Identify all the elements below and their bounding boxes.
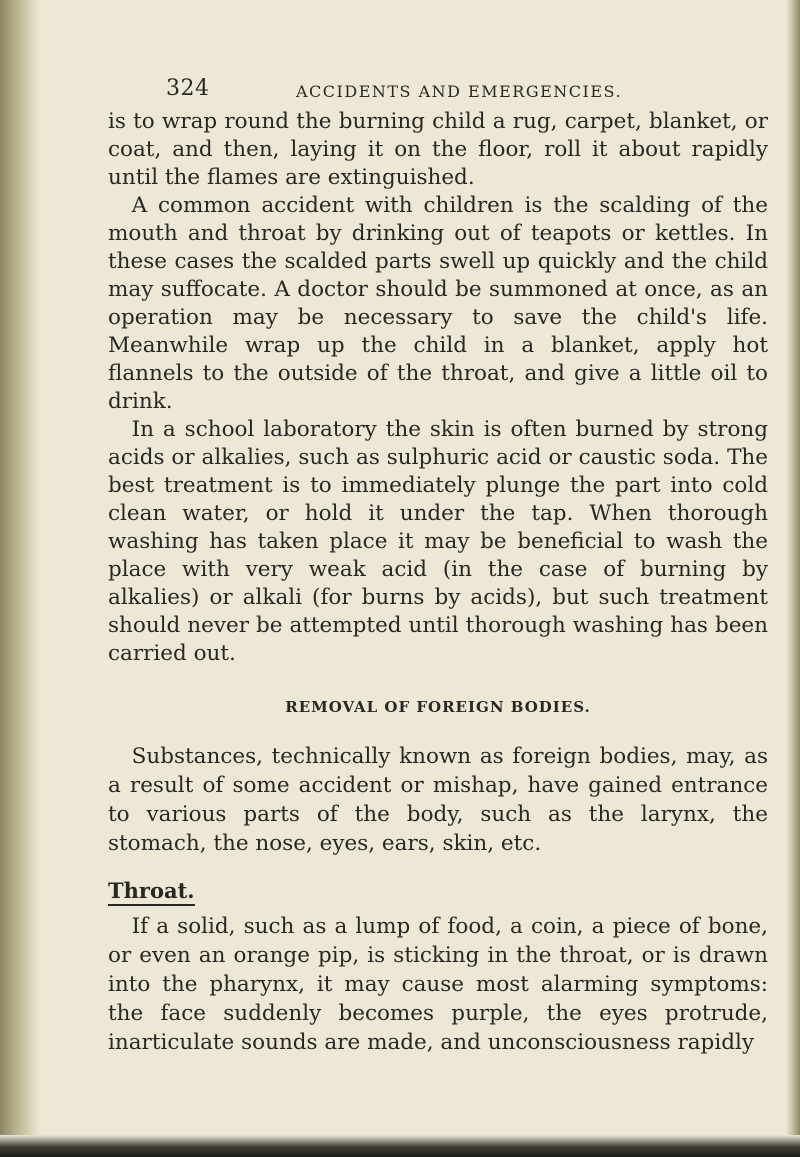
page-content [108, 64, 768, 1057]
body-text [108, 108, 768, 668]
page-header [108, 64, 768, 108]
page-right-edge [786, 0, 800, 1157]
paragraph: In a school laboratory the skin is often burned by strong acids or alkalies, such as sulphuric acid or caustic soda. The best treatment is to immediately plunge the part into cold clean water, or hold it under the tap. When thorough washing has taken place it may be beneficial to wash the place with very weak acid (in the case of burning by alkalies) or alkali (for burns by acids), but such treatment should never be attempted until thorough washing has been carried out. [108, 417, 768, 666]
running-head: ACCIDENTS AND EMERGENCIES. [296, 82, 623, 101]
section-heading: REMOVAL OF FOREIGN BODIES. [285, 698, 591, 716]
paragraph: A common accident with children is the scalding of the mouth and throat by drinking out of teapots or kettles. In these cases the scalded parts swell up quickly and the child may suffocate. A doctor should be summoned at once, as an operation may be necessary to save the child's life. Meanwhile wrap up the child in a blanket, apply hot flannels to the outside of the throat, and give a little oil to drink. [108, 193, 768, 414]
paragraph: is to wrap round the burning child a rug, carpet, blanket, or coat, and then, laying it on the floor, roll it about rapidly until the flames are extinguished. [108, 109, 768, 190]
subsection [108, 858, 768, 1057]
subsection-paragraph: If a solid, such as a lump of food, a coin, a piece of bone, or even an orange pip, is sticking in the throat, or is drawn into the pharynx, it may cause most alarming symptoms: the face suddenly becomes purple, the eyes protrude, inarticulate sounds are made, and unconsciousness rapidly [108, 914, 768, 1055]
page-bottom-edge [0, 1135, 800, 1157]
section-paragraph: Substances, technically known as foreign bodies, may, as a result of some accident or mishap, have gained entrance to various parts of the body, such as the larynx, the stomach, the nose, eyes, ears, skin, etc. [108, 744, 768, 856]
subsection-heading: Throat. [108, 878, 195, 906]
page-binding-shadow [0, 0, 40, 1157]
page-number: 324 [166, 76, 210, 101]
